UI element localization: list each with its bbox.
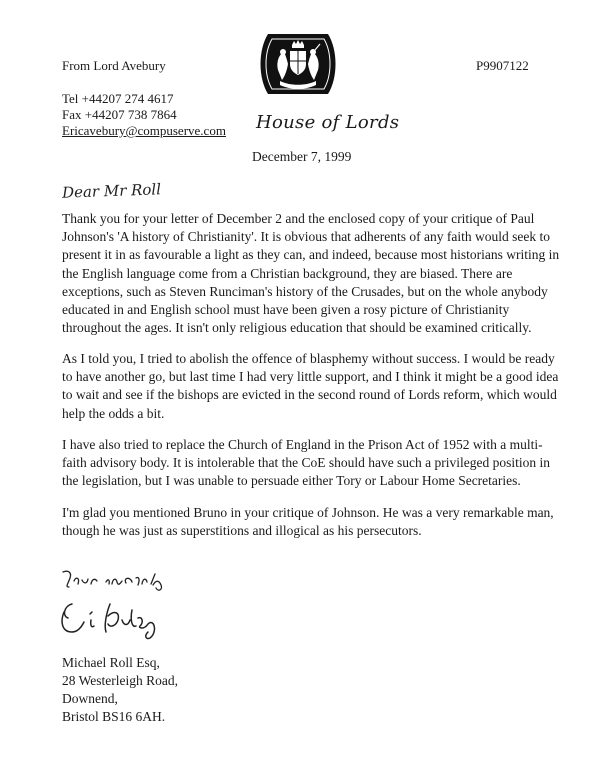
royal-coat-of-arms-icon: [252, 30, 344, 98]
letter-paragraph-4: I'm glad you mentioned Bruno in your critique of Johnson. He was a very remarkable man, though he was just as superstitions and illogical as his persecutors.: [62, 505, 554, 539]
recipient-district: Downend,: [62, 691, 118, 706]
recipient-city-postcode: Bristol BS16 6AH.: [62, 709, 166, 724]
letter-date: December 7, 1999: [252, 149, 352, 164]
salutation-handwritten: Dear Mr Roll: [61, 180, 162, 202]
letter-paragraph-1: Thank you for your letter of December 2 and the enclosed copy of your critique of Paul Johnson's 'A history of Christianity'. It is obvious that adherents of any faith would seek to present it in as favourable a light as they can, and indeed, because most historians writing in the English language come from a Christian background, they are biased. There are exceptions, such as Steven Runciman's history of the Crusades, but on the whole anybody educated in and English school must have been given a rosy picture of Christianity throughout the ages. It isn't only religious education that should be examined critically.: [62, 211, 560, 336]
closing-handwritten: [60, 566, 200, 592]
letter-paragraph-2: As I told you, I tried to abolish the offence of blasphemy without success. I would be ready to have another go, but last time I had very little support, and I think it might be a good idea to wait and see if the bishops are evicted in the second round of Lords reform, which would help the odds a bit.: [62, 351, 559, 421]
signature-handwritten: [58, 598, 168, 640]
sender-tel: Tel +44207 274 4617: [62, 91, 174, 106]
sender-email[interactable]: Ericavebury@compuserve.com: [62, 123, 226, 138]
recipient-street: 28 Westerleigh Road,: [62, 673, 179, 688]
letter-paragraph-3: I have also tried to replace the Church of England in the Prison Act of 1952 with a multi-faith advisory body. It is intolerable that the CoE should have such a privileged position in the legislation, but I was unable to persuade either Tory or Labour Home Secretaries.: [62, 437, 551, 489]
recipient-name: Michael Roll Esq,: [62, 655, 160, 670]
sender-fax: Fax +44207 738 7864: [62, 107, 177, 122]
reference-number: P9907122: [476, 58, 529, 73]
sender-name: From Lord Avebury: [62, 58, 166, 73]
house-of-lords-wordmark: House of Lords: [256, 112, 400, 133]
